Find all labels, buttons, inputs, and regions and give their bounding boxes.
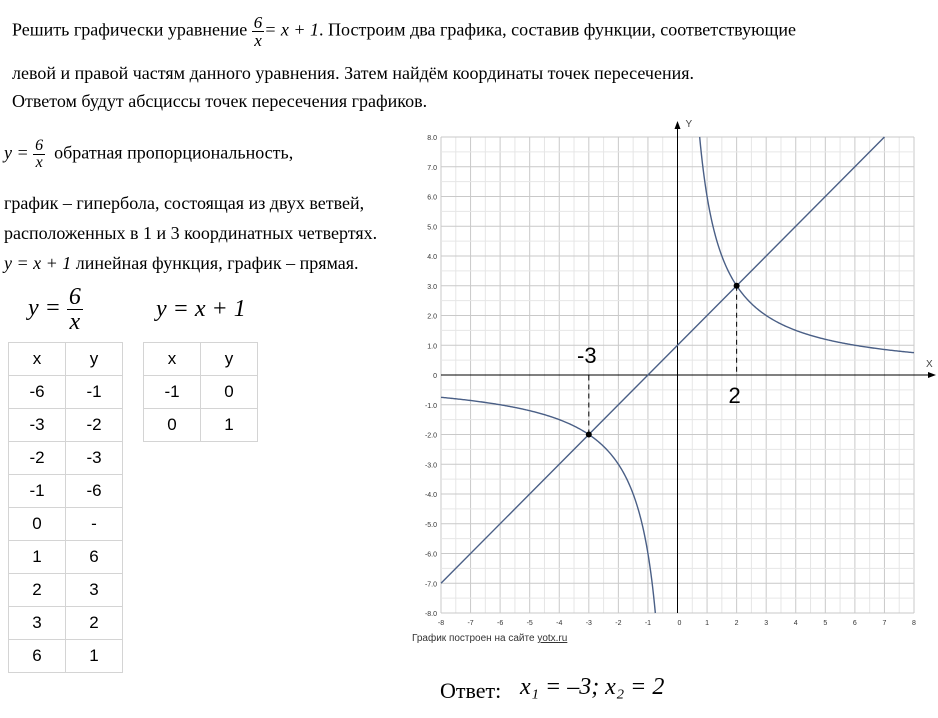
desc-f1-lhs: y =: [4, 142, 29, 163]
table-cell: 1: [9, 541, 66, 574]
y-tick-label: 8.0: [427, 135, 437, 142]
desc-f1-text: обратная пропорциональность,: [54, 142, 294, 163]
y-tick-label: 7.0: [427, 164, 437, 172]
y-tick-label: -1.0: [424, 402, 437, 410]
table-cell: 3: [66, 574, 123, 607]
hyperbola-branch-q1: [700, 137, 914, 353]
desc-line-2: график – гипербола, состоящая из двух ветвей,: [4, 193, 365, 213]
equation-rhs: = x + 1: [264, 19, 320, 40]
x-tick-label: 5: [823, 620, 828, 627]
answer-label: Ответ:: [440, 678, 502, 703]
intersection-point: [734, 283, 740, 289]
x-tick-label: 4: [793, 620, 798, 627]
x-tick-label: -5: [526, 620, 533, 627]
intersection-label: 2: [728, 383, 741, 408]
hyperbola-branch-q3: [441, 397, 655, 613]
answer-value: x₁ = –3; x₂ = 2: [520, 674, 665, 700]
table-cell: 0: [144, 409, 201, 442]
x-tick-label: 7: [882, 620, 887, 627]
y-tick-label: 4.0: [427, 254, 437, 261]
x-tick-label: 0: [677, 620, 682, 627]
y-tick-label: 5.0: [427, 224, 437, 232]
x-axis-label: X: [926, 359, 933, 370]
y-tick-label: -7.0: [424, 581, 437, 589]
y-tick-label: 6.0: [427, 194, 437, 202]
y-tick-label: -4.0: [424, 492, 437, 499]
table-cell: 3: [9, 607, 66, 640]
table-cell: 0: [201, 376, 258, 409]
table-cell: -1: [144, 376, 201, 409]
desc-line-3: расположенных в 1 и 3 координатных четвертях.: [4, 223, 378, 243]
desc-f1-fraction: $\frac{6}{x}$: [35, 137, 44, 171]
x-tick-label: 1: [705, 620, 710, 627]
x-axis-arrow: [928, 372, 936, 378]
x-tick-label: -7: [467, 620, 474, 627]
x-tick-label: 6: [852, 620, 857, 627]
intro-line-3: Ответом будут абсциссы точек пересечения графиков.: [12, 91, 428, 111]
table-cell: 6: [66, 541, 123, 574]
chart-caption: График построен на сайте yotx.ru: [412, 633, 568, 644]
chart-caption-site: yotx.ru: [537, 633, 568, 644]
y-tick-label: 0: [433, 373, 437, 380]
x-tick-label: 8: [912, 620, 916, 627]
table1-heading-fraction: $\frac{6}{x}$: [68, 284, 81, 335]
table-cell: -1: [66, 376, 123, 409]
y-tick-label: -2.0: [424, 432, 437, 440]
table-cell: 1: [66, 640, 123, 673]
x-tick-label: -6: [497, 620, 504, 627]
x-tick-label: -1: [644, 620, 652, 627]
desc-f2: y = x + 1: [4, 253, 72, 273]
table-cell: 2: [66, 607, 123, 640]
y-axis-label: Y: [685, 119, 693, 130]
intro-text-a: Решить графически уравнение: [12, 19, 248, 40]
y-tick-label: 3.0: [427, 283, 437, 291]
x-tick-label: -8: [437, 620, 445, 627]
table-cell: -2: [9, 442, 66, 475]
x-tick-label: -3: [585, 620, 592, 627]
y-tick-label: 2.0: [427, 313, 437, 321]
x-tick-label: 3: [764, 620, 769, 627]
intersection-point: [586, 432, 592, 438]
table-cell: 2: [9, 574, 66, 607]
y-tick-label: -5.0: [424, 521, 437, 529]
x-tick-label: 2: [734, 620, 739, 627]
table-cell: 0: [9, 508, 66, 541]
t1-header-cell: x: [9, 343, 66, 376]
t2-header-cell: x: [144, 343, 201, 376]
x-tick-label: -2: [615, 620, 622, 627]
desc-f2-text: линейная функция, график – прямая.: [75, 253, 359, 273]
y-tick-label: -6.0: [424, 551, 437, 559]
intersection-label: -3: [577, 343, 597, 368]
intro-line-2: левой и правой частям данного уравнения. Затем найдём координаты точек пересечения.: [12, 63, 695, 83]
table-cell: -6: [9, 376, 66, 409]
table-cell: -6: [66, 475, 123, 508]
x-tick-label: -4: [556, 620, 563, 627]
table-cell: 6: [9, 640, 66, 673]
t2-header-cell: y: [201, 343, 258, 376]
intro-text-b: . Построим два графика, составив функции, соответствующие: [319, 19, 796, 40]
t1-header-cell: y: [66, 343, 123, 376]
y-axis-arrow: [675, 121, 681, 129]
table1-heading: y = $\frac{6}{x}$: [28, 284, 81, 335]
table-cell: -3: [66, 442, 123, 475]
table2-heading: y = x + 1: [156, 296, 246, 322]
table-cell: -3: [9, 409, 66, 442]
table-cell: 1: [201, 409, 258, 442]
y-tick-label: -3.0: [424, 462, 437, 470]
table-cell: -2: [66, 409, 123, 442]
table-cell: -: [66, 508, 123, 541]
equation-fraction: $\frac{6}{x}$: [253, 13, 263, 50]
y-tick-label: 1.0: [427, 343, 437, 351]
table-cell: -1: [9, 475, 66, 508]
y-tick-label: -8.0: [424, 611, 437, 618]
